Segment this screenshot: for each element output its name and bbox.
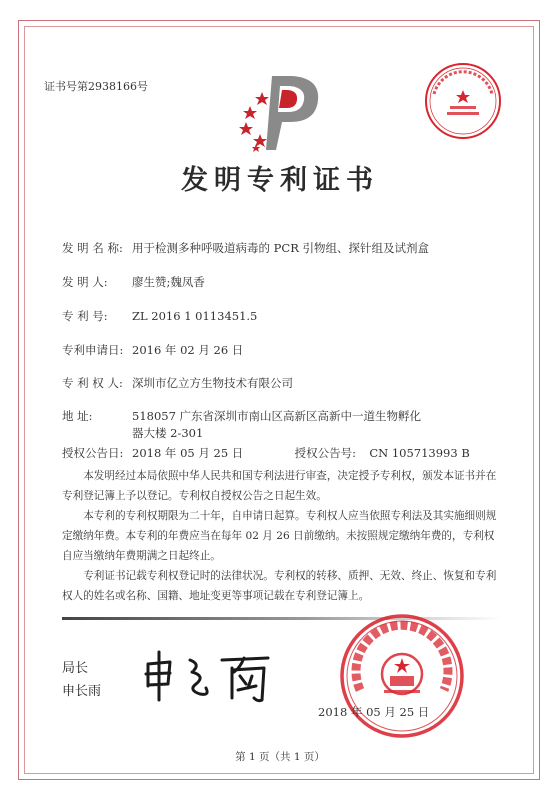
filing-date-label: 专利申请日: [62,343,124,357]
inventors-row [62,274,205,290]
patent-number-row [62,308,257,324]
grant-number-value: CN 105713993 B [369,446,470,460]
handwritten-signature [140,648,280,704]
certificate-title: 发明专利证书 [181,165,379,196]
office-seal-icon [338,612,466,740]
filing-date-value: 2016 年 02 月 26 日 [132,343,244,357]
certificate-number: 证书号第2938166号 [44,80,148,93]
invention-name-value: 用于检测多种呼吸道病毒的 PCR 引物组、探针组及试剂盒 [132,241,430,255]
inventors-value: 廖生赞;魏凤香 [132,275,205,289]
officer-title: 局长 [62,661,89,676]
patentee-row [62,375,293,391]
body-paragraph-1: 本发明经过本局依照中华人民共和国专利法进行审查，决定授予专利权，颁发本证书并在专利登记簿上予以登记。专利权自授权公告之日起生效。 [62,470,497,502]
body-paragraph-2: 本专利的专利权期限为二十年，自申请日起算。专利权人应当依照专利法及其实施细则规定缴纳年费。本专利的年费应当在每年 02 月 26 日前缴纳。未按照规定缴纳年费的，专利权自应当缴纳年费期满之日起终止。 [62,510,497,562]
grant-date-label: 授权公告日: [62,446,124,460]
certificate-body [62,466,502,606]
grant-row [62,445,470,461]
patent-office-logo-icon [232,66,332,156]
officer-name: 申长雨 [62,684,102,699]
patent-number-value: ZL 2016 1 0113451.5 [132,309,258,323]
filing-date-row [62,342,243,358]
invention-name-label: 发 明 名 称: [62,241,123,255]
patentee-value: 深圳市亿立方生物技术有限公司 [132,376,293,390]
address-value [132,408,462,442]
patentee-label: 专 利 权 人: [62,376,123,390]
address-line-2: 器大楼 2-301 [132,426,204,440]
tax-seal-icon [422,60,504,142]
inventors-label: 发 明 人: [62,275,108,289]
grant-date-value: 2018 年 05 月 25 日 [132,446,244,460]
address-line-1: 518057 广东省深圳市南山区高新区高新中一道生物孵化 [132,409,422,423]
address-label: 地 址: [62,409,93,423]
patent-number-label: 专 利 号: [62,309,108,323]
grant-number-label: 授权公告号: [294,446,356,460]
address-row [62,408,132,424]
issue-date: 2018 年 05 月 25 日 [318,705,430,719]
page-number: 第 1 页（共 1 页） [235,751,325,763]
body-paragraph-3: 专利证书记载专利权登记时的法律状况。专利权的转移、质押、无效、终止、恢复和专利权人的姓名或名称、国籍、地址变更等事项记载在专利登记簿上。 [62,570,497,602]
invention-name-row [62,240,429,256]
